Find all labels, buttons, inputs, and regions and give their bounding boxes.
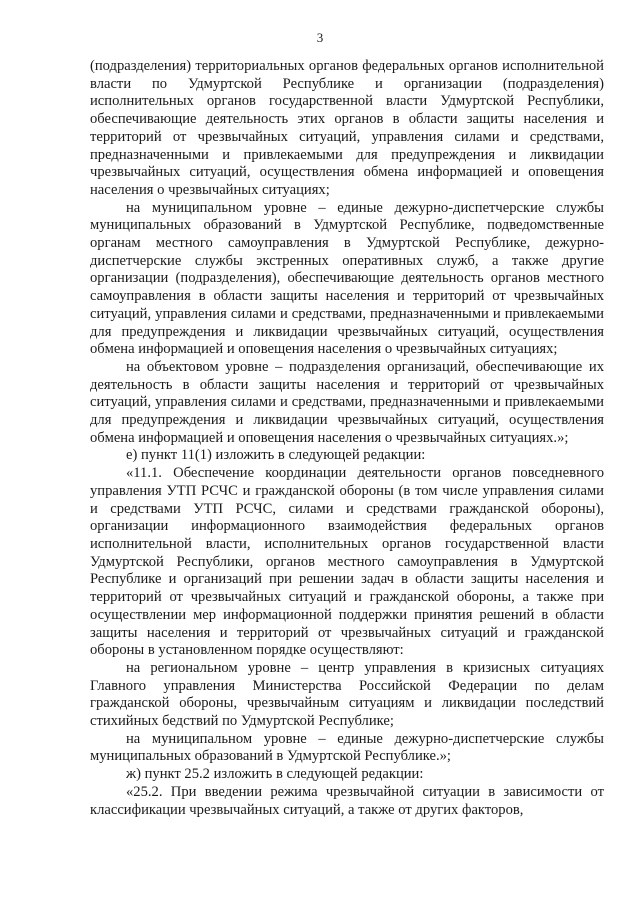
paragraph: на муниципальном уровне – единые дежурно-диспетчерские службы муниципальных образований в Удмуртской Республике.»; <box>90 730 604 765</box>
paragraph: (подразделения) территориальных органов федеральных органов исполнительной власти по Удмуртской Республике и организации (подразделения) исполнительных органов государственной власти Удмуртской Республики, обеспечивающие деятельность этих органов в области защиты населения и территорий от чрезвычайных ситуаций, управления силами и средствами, предназначенными и привлекаемыми для предупреждения и ликвидации чрезвычайных ситуаций, осуществления обмена информацией и оповещения населения о чрезвычайных ситуациях; <box>90 58 604 198</box>
paragraph: ж) пункт 25.2 изложить в следующей редакции: <box>126 766 424 783</box>
paragraph: «25.2. При введении режима чрезвычайной ситуации в зависимости от классификации чрезвычайных ситуаций, а также от других факторов, <box>90 783 604 818</box>
paragraph: на региональном уровне – центр управления в кризисных ситуациях Главного управления Министерства Российской Федерации по делам гражданской обороны, чрезвычайным ситуациям и ликвидации последствий стихийных бедствий по Удмуртской Республике; <box>90 659 604 730</box>
paragraph: на муниципальном уровне – единые дежурно-диспетчерские службы муниципальных образований в Удмуртской Республике, подведомственные органам местного самоуправления в Удмуртской Республике, дежурно-диспетчерские службы экстренных оперативных служб, а также другие организации (подразделения), обеспечивающие деятельность органов местного самоуправления в области защиты населения и территорий от чрезвычайных ситуаций, управления силами и средствами, предназначенными и привлекаемыми для предупреждения и ликвидации чрезвычайных ситуаций, осуществления обмена информацией и оповещения населения о чрезвычайных ситуациях; <box>90 199 604 358</box>
page-number: 3 <box>316 30 324 45</box>
paragraph: на объектовом уровне – подразделения организаций, обеспечивающие их деятельность в области защиты населения и территорий от чрезвычайных ситуаций, управления силами и средствами, предназначенными и привлекаемыми для предупреждения и ликвидации чрезвычайных ситуаций, осуществления обмена информацией и оповещения населения о чрезвычайных ситуациях.»; <box>90 358 604 446</box>
paragraph: е) пункт 11(1) изложить в следующей редакции: <box>126 447 426 464</box>
paragraph: «11.1. Обеспечение координации деятельности органов повседневного управления УТП РСЧС и гражданской обороны (в том числе управления силами и средствами УТП РСЧС, силами и средствами гражданской обороны), организации информационного взаимодействия федеральных органов исполнительной власти, исполнительных органов государственной власти Удмуртской Республики, органов местного самоуправления в Удмуртской Республике и организаций при решении задач в области защиты населения и территорий от чрезвычайных ситуаций и гражданской обороны, а также при осуществлении мер информационной поддержки принятия решений в области защиты населения и территорий от чрезвычайных ситуаций и гражданской обороны в установленном порядке осуществляют: <box>90 465 604 659</box>
document-body <box>90 58 604 819</box>
